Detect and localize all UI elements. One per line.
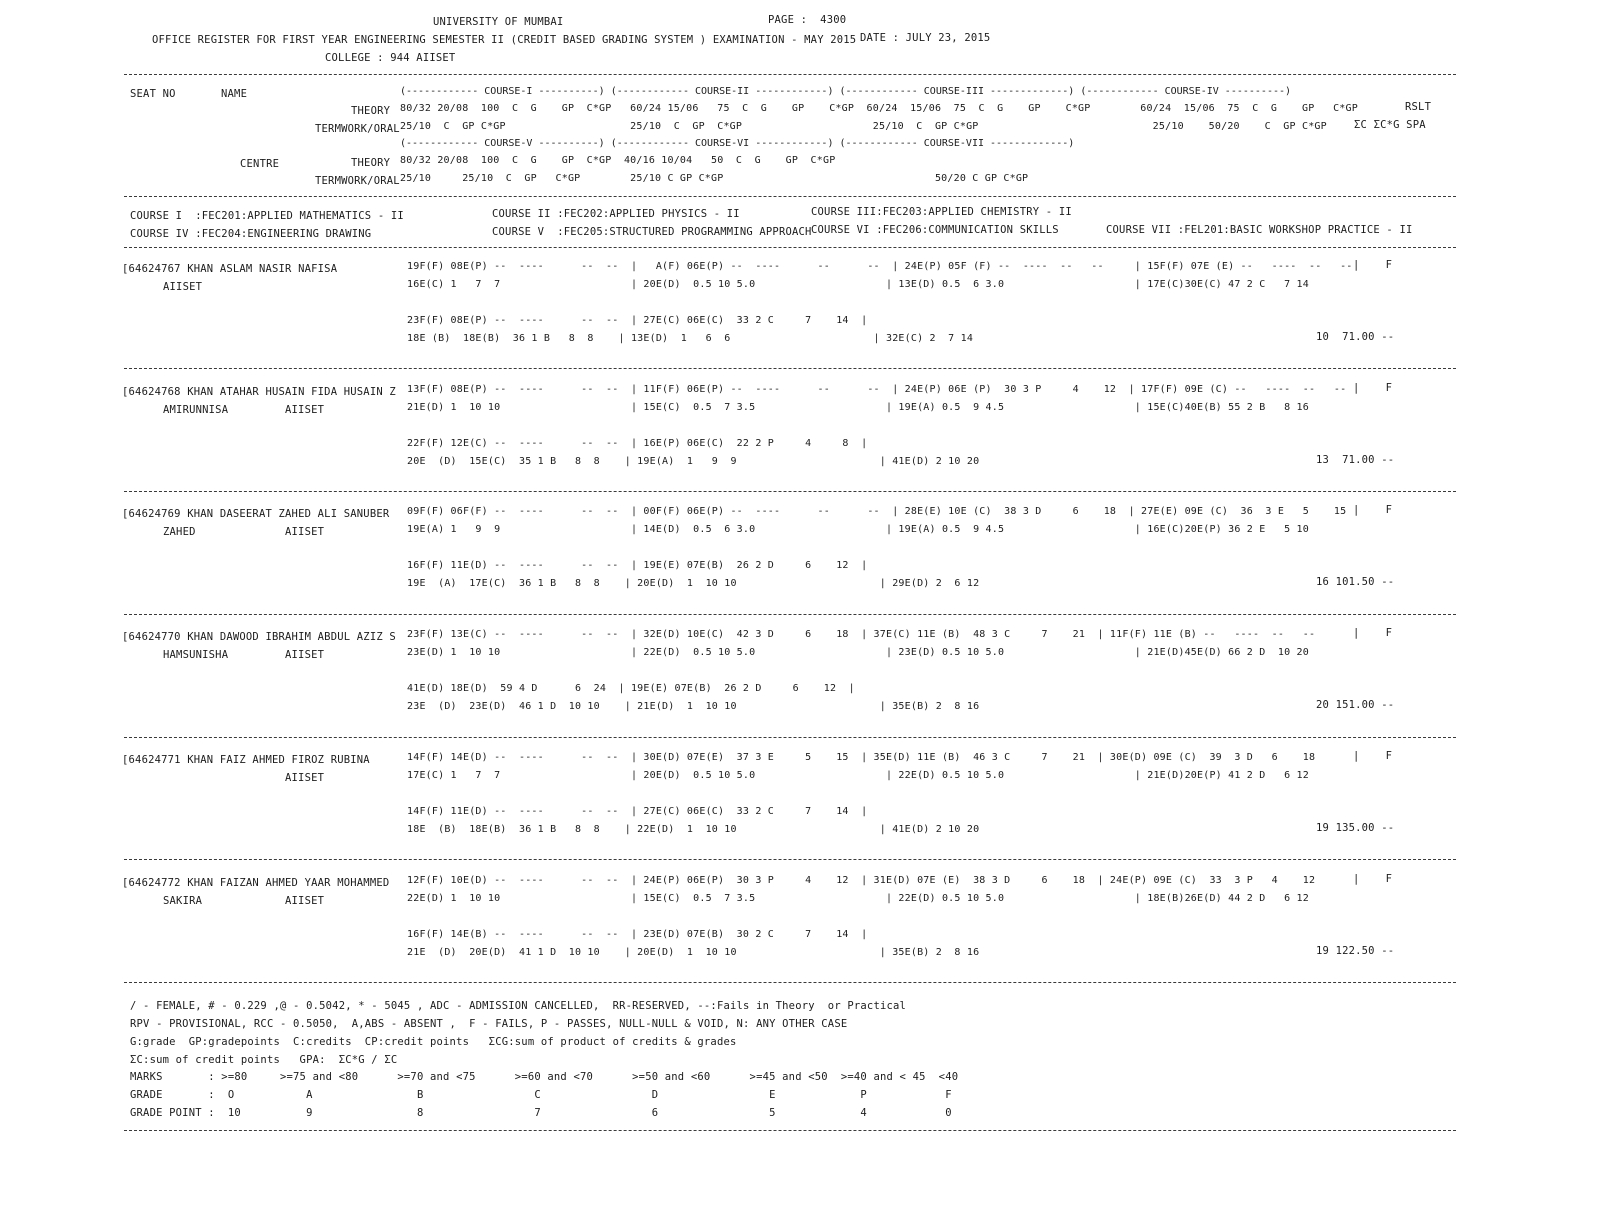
marks-line-4: 23E (D) 23E(D) 46 1 D 10 10 | 21E(D) 1 10 10 | 35E(B) 2 8 16: [407, 701, 980, 712]
marks-line-1: 13F(F) 08E(P) -- ---- -- -- | 11F(F) 06E(P) -- ---- -- -- | 24E(P) 06E (P) 30 3 P 4 12 | 17F(F) 09E (C) -- ---- -- --: [407, 384, 1347, 395]
page-number: PAGE : 4300: [768, 14, 847, 26]
marks-line-2: 16E(C) 1 7 7 | 20E(D) 0.5 10 5.0 | 13E(D) 0.5 6 3.0 | 17E(C)30E(C) 47 2 C 7 14: [407, 279, 1309, 290]
student-name-cont: HAMSUNISHA: [163, 649, 229, 661]
result-status: | F: [1353, 504, 1393, 516]
result-status: | F: [1353, 750, 1393, 762]
total-credits-gpa: 20 151.00 --: [1316, 699, 1395, 711]
result-status: | F: [1353, 873, 1393, 885]
student-name-cont: ZAHED: [163, 526, 196, 538]
course-bar-2: (------------ COURSE-V ----------) (------------ COURSE-VI ------------) (------------ COURSE-VII -------------): [400, 138, 1075, 149]
student-divider: [124, 614, 1456, 615]
termwork-columns-2: 25/10 25/10 C GP C*GP 25/10 C GP C*GP 50/20 C GP C*GP: [400, 173, 1029, 184]
print-date: DATE : JULY 23, 2015: [860, 32, 991, 44]
legend-line-2: RPV - PROVISIONAL, RCC - 0.5050, A,ABS - ABSENT , F - FAILS, P - PASSES, NULL-NULL & VOID, N: ANY OTHER CASE: [130, 1018, 848, 1030]
register-title: OFFICE REGISTER FOR FIRST YEAR ENGINEERING SEMESTER II (CREDIT BASED GRADING SYSTEM ) EXAMINATION - MAY 2015: [152, 34, 857, 46]
total-credits-gpa: 16 101.50 --: [1316, 576, 1395, 588]
legend-line-4: ΣC:sum of credit points GPA: ΣC*G / ΣC: [130, 1054, 398, 1066]
student-centre: AIISET: [285, 895, 325, 907]
result-status: | F: [1353, 259, 1393, 271]
student-divider: [124, 737, 1456, 738]
student-name-cont: SAKIRA: [163, 895, 203, 907]
legend-line-3: G:grade GP:gradepoints C:credits CP:credit points ΣCG:sum of product of credits & grades: [130, 1036, 737, 1048]
result-status: | F: [1353, 382, 1393, 394]
student-centre: AIISET: [285, 404, 325, 416]
termwork-columns-1: 25/10 C GP C*GP 25/10 C GP C*GP 25/10 C GP C*GP 25/10 50/20 C GP C*GP: [400, 121, 1327, 132]
marks-line-3: 22F(F) 12E(C) -- ---- -- -- | 16E(P) 06E(C) 22 2 P 4 8 |: [407, 438, 868, 449]
seat-no-header: SEAT NO: [130, 88, 176, 100]
divider-top: [124, 74, 1456, 75]
marks-line-2: 21E(D) 1 10 10 | 15E(C) 0.5 7 3.5 | 19E(A) 0.5 9 4.5 | 15E(C)40E(B) 55 2 B 8 16: [407, 402, 1309, 413]
student-divider: [124, 491, 1456, 492]
student-centre: AIISET: [285, 772, 325, 784]
student-seat-name: [64624767 KHAN ASLAM NASIR NAFISA: [122, 263, 338, 275]
marks-range-row: MARKS : >=80 >=75 and <80 >=70 and <75 >=60 and <70 >=50 and <60 >=45 and <50 >=40 and < 45 <40: [130, 1071, 959, 1083]
student-seat-name: [64624769 KHAN DASEERAT ZAHED ALI SANUBER: [122, 508, 390, 520]
marks-line-1: 19F(F) 08E(P) -- ---- -- -- | A(F) 06E(P) -- ---- -- -- | 24E(P) 05F (F) -- ---- -- -- | 15F(F) 07E (E) -- ---- -- --: [407, 261, 1353, 272]
course-bar-1: (------------ COURSE-I ----------) (------------ COURSE-II ------------) (------------ COURSE-III -------------) (------------ COURSE-IV ----------): [400, 86, 1292, 97]
divider-bottom: [124, 1130, 1456, 1131]
marks-line-4: 20E (D) 15E(C) 35 1 B 8 8 | 19E(A) 1 9 9 | 41E(D) 2 10 20: [407, 456, 980, 467]
student-divider: [124, 982, 1456, 983]
total-credits-gpa: 10 71.00 --: [1316, 331, 1395, 343]
course-title-6: COURSE VI :FEC206:COMMUNICATION SKILLS: [811, 224, 1059, 236]
student-divider: [124, 368, 1456, 369]
marks-line-1: 09F(F) 06F(F) -- ---- -- -- | 00F(F) 06E(P) -- ---- -- -- | 28E(E) 10E (C) 38 3 D 6 18 | 27E(E) 09E (C) 36 3 E 5 15: [407, 506, 1347, 517]
course-title-2: COURSE II :FEC202:APPLIED PHYSICS - II: [492, 208, 740, 220]
college-name: COLLEGE : 944 AIISET: [325, 52, 456, 64]
marks-line-3: 23F(F) 08E(P) -- ---- -- -- | 27E(C) 06E(C) 33 2 C 7 14 |: [407, 315, 868, 326]
marks-line-2: 19E(A) 1 9 9 | 14E(D) 0.5 6 3.0 | 19E(A) 0.5 9 4.5 | 16E(C)20E(P) 36 2 E 5 10: [407, 524, 1309, 535]
course-title-7: COURSE VII :FEL201:BASIC WORKSHOP PRACTICE - II: [1106, 224, 1413, 236]
university-title: UNIVERSITY OF MUMBAI: [433, 16, 564, 28]
course-title-1: COURSE I :FEC201:APPLIED MATHEMATICS - II: [130, 210, 404, 222]
student-centre: AIISET: [285, 526, 325, 538]
name-header: NAME: [221, 88, 248, 100]
marks-line-1: 14F(F) 14E(D) -- ---- -- -- | 30E(D) 07E(E) 37 3 E 5 15 | 35E(D) 11E (B) 46 3 C 7 21 | 30E(D) 09E (C) 39 3 D 6 18: [407, 752, 1316, 763]
termwork-label-2: TERMWORK/ORAL: [315, 175, 400, 187]
course-title-3: COURSE III:FEC203:APPLIED CHEMISTRY - II: [811, 206, 1072, 218]
student-seat-name: [64624770 KHAN DAWOOD IBRAHIM ABDUL AZIZ S: [122, 631, 396, 643]
grade-point-row: GRADE POINT : 10 9 8 7 6 5 4 0: [130, 1107, 952, 1119]
course-title-4: COURSE IV :FEC204:ENGINEERING DRAWING: [130, 228, 372, 240]
total-credits-gpa: 19 122.50 --: [1316, 945, 1395, 957]
theory-label-2: THEORY: [351, 157, 391, 169]
student-divider: [124, 859, 1456, 860]
marks-line-1: 23F(F) 13E(C) -- ---- -- -- | 32E(D) 10E(C) 42 3 D 6 18 | 37E(C) 11E (B) 48 3 C 7 21 | 11F(F) 11E (B) -- ---- -- --: [407, 629, 1316, 640]
student-name-cont: AMIRUNNISA: [163, 404, 229, 416]
theory-columns-1: 80/32 20/08 100 C G GP C*GP 60/24 15/06 75 C G GP C*GP 60/24 15/06 75 C G GP C*GP 60/24 15/06 75 C G GP C*GP: [400, 103, 1358, 114]
marks-line-4: 18E (B) 18E(B) 36 1 B 8 8 | 22E(D) 1 10 10 | 41E(D) 2 10 20: [407, 824, 980, 835]
divider-courses: [124, 247, 1456, 248]
course-title-5: COURSE V :FEC205:STRUCTURED PROGRAMMING APPROACH: [492, 226, 812, 238]
legend-line-1: / - FEMALE, # - 0.229 ,@ - 0.5042, * - 5045 , ADC - ADMISSION CANCELLED, RR-RESERVED, --:Fails in Theory or Practical: [130, 1000, 907, 1012]
marks-line-3: 41E(D) 18E(D) 59 4 D 6 24 | 19E(E) 07E(B) 26 2 D 6 12 |: [407, 683, 855, 694]
grade-row: GRADE : O A B C D E P F: [130, 1089, 952, 1101]
summary-header: ΣC ΣC*G SPA: [1354, 119, 1426, 131]
student-name-cont: AIISET: [163, 281, 203, 293]
divider-header: [124, 196, 1456, 197]
total-credits-gpa: 13 71.00 --: [1316, 454, 1395, 466]
marks-line-4: 21E (D) 20E(D) 41 1 D 10 10 | 20E(D) 1 10 10 | 35E(B) 2 8 16: [407, 947, 980, 958]
termwork-label-1: TERMWORK/ORAL: [315, 123, 400, 135]
student-seat-name: [64624768 KHAN ATAHAR HUSAIN FIDA HUSAIN Z: [122, 386, 396, 398]
result-status: | F: [1353, 627, 1393, 639]
theory-columns-2: 80/32 20/08 100 C G GP C*GP 40/16 10/04 50 C G GP C*GP: [400, 155, 836, 166]
marks-line-1: 12F(F) 10E(D) -- ---- -- -- | 24E(P) 06E(P) 30 3 P 4 12 | 31E(D) 07E (E) 38 3 D 6 18 | 24E(P) 09E (C) 33 3 P 4 12: [407, 875, 1316, 886]
marks-line-2: 23E(D) 1 10 10 | 22E(D) 0.5 10 5.0 | 23E(D) 0.5 10 5.0 | 21E(D)45E(D) 66 2 D 10 20: [407, 647, 1309, 658]
student-seat-name: [64624772 KHAN FAIZAN AHMED YAAR MOHAMMED: [122, 877, 390, 889]
marks-line-3: 14F(F) 11E(D) -- ---- -- -- | 27E(C) 06E(C) 33 2 C 7 14 |: [407, 806, 868, 817]
student-seat-name: [64624771 KHAN FAIZ AHMED FIROZ RUBINA: [122, 754, 370, 766]
marks-line-4: 19E (A) 17E(C) 36 1 B 8 8 | 20E(D) 1 10 10 | 29E(D) 2 6 12: [407, 578, 980, 589]
centre-header: CENTRE: [240, 158, 280, 170]
marks-line-4: 18E (B) 18E(B) 36 1 B 8 8 | 13E(D) 1 6 6 | 32E(C) 2 7 14: [407, 333, 974, 344]
rslt-header: RSLT: [1405, 101, 1432, 113]
student-centre: AIISET: [285, 649, 325, 661]
marks-line-2: 17E(C) 1 7 7 | 20E(D) 0.5 10 5.0 | 22E(D) 0.5 10 5.0 | 21E(D)20E(P) 41 2 D 6 12: [407, 770, 1309, 781]
theory-label-1: THEORY: [351, 105, 391, 117]
marks-line-3: 16F(F) 14E(B) -- ---- -- -- | 23E(D) 07E(B) 30 2 C 7 14 |: [407, 929, 868, 940]
total-credits-gpa: 19 135.00 --: [1316, 822, 1395, 834]
marks-line-2: 22E(D) 1 10 10 | 15E(C) 0.5 7 3.5 | 22E(D) 0.5 10 5.0 | 18E(B)26E(D) 44 2 D 6 12: [407, 893, 1309, 904]
marks-line-3: 16F(F) 11E(D) -- ---- -- -- | 19E(E) 07E(B) 26 2 D 6 12 |: [407, 560, 868, 571]
